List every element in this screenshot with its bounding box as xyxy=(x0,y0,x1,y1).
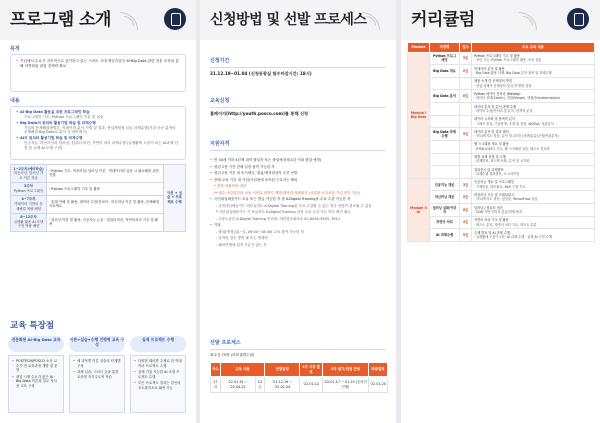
device-icon xyxy=(164,8,186,30)
content-desc: · HTML/CSS의 기초, 웹 스크래핑 실습, 텍스트 전처리 xyxy=(474,146,550,151)
module-cell: Module I Big Data xyxy=(408,52,430,178)
days-cell: 8일 xyxy=(460,90,472,103)
content-subject: 주제 발표 및 AI 과제 수행 xyxy=(474,230,510,235)
device-icon xyxy=(567,8,589,30)
content-subject: 결과전시 및 과제발표 xyxy=(474,167,504,172)
content-item-sub: 기업의 문제해결방법론, 빅데이터 분석 기법 및 결과, 현업체험형 실습 과제수행(기업·공공 분야의 문제해결 Big Data로 분석 및 대안제시) xyxy=(24,125,176,135)
content-desc: · 현업 과제의 문제정의 및 분석 방향 설정 xyxy=(474,83,532,88)
table-row xyxy=(408,229,595,242)
signal-wave-icon xyxy=(124,10,158,30)
content-cell xyxy=(472,90,595,103)
content-desc: · 텍스트 분석, 자연어 처리 기초, 텍스트 분류 xyxy=(474,222,537,227)
course-cell: Big Data 분석 xyxy=(430,90,460,103)
content-subject: 제품 소개 및 문제정의 방법 xyxy=(474,79,512,84)
days-cell xyxy=(460,153,472,166)
qualification-item: • 청년고용 기간 내 숙식제공, 취업/예정대상자 우선 선발 xyxy=(210,171,388,176)
content-subject: 빅데이터 분석 및 활용 xyxy=(474,66,505,71)
divider xyxy=(210,349,386,350)
feature-card-body: • 다양한 테마를 주제로 한 빅데이터 프로젝트 수행 • 실제 기업 가능한 AI 모델 프로젝트 수행 • 모든 프로젝트 결과는 본인의 포트폴리오로 활용 가능 xyxy=(130,355,186,413)
curriculum-table xyxy=(407,42,595,242)
content-desc: · 데이터 수집/전처리 및 분석, 탐색적 분석 xyxy=(474,108,533,113)
selection-label: 선발 프로세스 xyxy=(210,340,241,346)
content-cell xyxy=(472,204,595,217)
program-table xyxy=(10,164,186,232)
table-row xyxy=(408,52,595,65)
content-subject: Python 프로그래밍 기초 및 활용 xyxy=(474,54,520,59)
feature-card-head: 이론+실습+수행 진행형 교육 구성 xyxy=(69,336,125,352)
content-subject: 머신러닝 기초 및 프레임워크 xyxy=(474,192,514,197)
qualification-note: ** 접수 마감일부터 교육 시작일 전까지 재학/재직자 자원불가 (사업장 신고포함 기업 여부 기준) xyxy=(214,190,360,195)
feature-card-head: 실제 프로젝트 수행 xyxy=(130,336,186,352)
table-cell: · Python 프로그래밍 기초 및 활용 xyxy=(47,182,164,195)
days-cell: 4일 xyxy=(460,216,472,229)
content-subject: 데이터 분석 및 분석 과제 수행 xyxy=(474,104,517,109)
period-label: 신청기간 xyxy=(210,58,230,64)
panel-curriculum xyxy=(401,0,600,423)
table-cell: '21.12.19 ~ '22.01.04 xyxy=(265,377,300,393)
content-desc: · 과제발표, 피드백 보완, 분석 및 시각화 xyxy=(474,159,530,164)
table-header: 1차 서류 발표 xyxy=(300,363,323,377)
qualification-item: • 기타 xyxy=(210,223,388,228)
table-row xyxy=(408,140,595,153)
table-header: Module xyxy=(408,43,430,53)
days-cell xyxy=(460,166,472,179)
purpose-label: 목적 xyxy=(10,46,20,52)
module-cell: Module II AI xyxy=(408,178,430,241)
table-row xyxy=(408,204,595,217)
content-cell xyxy=(472,229,595,242)
content-item-sub: 인공지능, 머신러닝과 딥러닝, 컴퓨터 비전, 자연어 처리 과제수행 (실생활에 도움이 되는 AI과제 선정 및 실제 AI 모델 구현) xyxy=(24,141,178,150)
content-box xyxy=(10,106,186,160)
qualification-sub: - 국민내일배움카드 미보유자도 K-Digital Training을 무료 수강할 수 있는 경우 선발이 취소될 수 있음 xyxy=(216,203,372,208)
selection-table xyxy=(210,362,388,393)
content-label: 내용 xyxy=(10,98,20,104)
qualification-label: 지원자격 xyxy=(210,141,230,147)
divider xyxy=(210,150,386,151)
table-cell: 1~2주차(예비학습) 머신러닝, 딥러닝 기초 이론 학습 xyxy=(11,165,47,183)
course-cell xyxy=(430,77,460,90)
days-cell: 5일 xyxy=(460,191,472,204)
feature-card xyxy=(130,336,186,416)
days-cell: 6일 xyxy=(460,204,472,217)
content-item-head: • Big Data의 원리와 활용기법 학습 및 과제수행 xyxy=(16,121,180,126)
days-cell: 9일 xyxy=(460,229,472,242)
content-subject: 데이터 분석 및 결과 해석 xyxy=(474,129,509,134)
panel-application xyxy=(200,0,396,423)
course-cell xyxy=(430,166,460,179)
content-cell xyxy=(472,216,595,229)
table-header: 주요 교육 내용 xyxy=(472,43,595,53)
table-row xyxy=(408,128,595,141)
content-subject: 데이터 시각화 및 탐색적 분석 xyxy=(474,117,516,122)
content-desc: · 지도/비지도 학습, 앙상블, TensorFlow 실습 xyxy=(474,197,538,202)
panel-header xyxy=(0,0,196,40)
program-side-note: 이론 + 실습 + 프로젝트 수행 xyxy=(164,165,186,232)
days-cell: 5일 xyxy=(460,128,472,141)
course-cell xyxy=(430,140,460,153)
content-desc: · 그래프 종류, 기술통계, 추정 및 검정, ANOVA, 상관분석 xyxy=(474,121,554,126)
qualification-item: • 국민내일배움카드 보유 또는 발급 가능한 자 중 K-Digital Training을 무료 수강 가능한 자 xyxy=(210,197,388,202)
table-header: 교육 내용 xyxy=(220,363,265,377)
feature-card-head: 전문화된 AI·Big Data 교육 xyxy=(8,336,64,352)
table-cell: · 딥러닝 이론 및 활용, 인공지능 논문 · 컴퓨터비전, 자연어처리 기초 및 활용 xyxy=(47,213,164,231)
table-cell: '22.01.12 xyxy=(300,377,323,393)
table-cell: 3주차 Python 프로그래밍 xyxy=(11,182,47,195)
table-cell: 17차 xyxy=(211,377,221,393)
content-subject: 딥러닝 / 컴퓨터 비전 xyxy=(474,205,503,210)
qualification-item: • 만 34세 이하 4년제 대학 졸업자 또는 졸업예정자(1년 이내 졸업 예정) xyxy=(210,158,388,163)
content-subject: 자연어 처리 기초 및 활용 xyxy=(474,218,509,223)
content-desc: · 과제수행 결과발표, 보고서작성 xyxy=(474,172,520,177)
table-header-row xyxy=(408,43,595,53)
table-row xyxy=(408,77,595,90)
table-header: 2차 필기/면접 전형 xyxy=(322,363,368,377)
course-cell: 인공지능 개론 xyxy=(430,178,460,191)
content-desc: · 코딩 기초, Python 프로그래밍 활용, 코딩 실습 xyxy=(474,58,542,63)
content-cell xyxy=(472,178,595,191)
course-cell: 머신러닝 개론 xyxy=(430,191,460,204)
content-cell xyxy=(472,140,595,153)
content-cell xyxy=(472,77,595,90)
course-cell: Big Data 개요 xyxy=(430,65,460,78)
table-row xyxy=(408,216,595,229)
table-row xyxy=(408,191,595,204)
table-cell: 12주 xyxy=(255,377,265,393)
table-row xyxy=(408,65,595,78)
site-value: 홈페이지(http://youth.posco.com)를 통해 신청 xyxy=(210,111,309,116)
signal-wave-icon xyxy=(366,10,396,30)
page-title: 커리큘럼 xyxy=(411,10,475,30)
table-row xyxy=(11,213,186,231)
table-cell: '22.01.20 xyxy=(368,377,387,393)
course-cell xyxy=(430,153,460,166)
table-header: 일수 xyxy=(460,43,472,53)
table-row xyxy=(211,377,388,393)
content-subject: Python 데이터 전처리 (Pandas) xyxy=(474,91,521,96)
table-row xyxy=(408,153,595,166)
table-cell: 8~12주차 실생활 활용 AI 모델 구현 역량 배양 xyxy=(11,213,47,231)
qualification-sub: - 남자의 경우 병역 필 또는 면제자 xyxy=(216,236,268,241)
content-subject: 팀별 과제 선정 및 수행 xyxy=(474,155,506,160)
qualification-sub: - 해외여행에 결격 사유가 없는 자 xyxy=(216,242,267,247)
table-row xyxy=(408,103,595,116)
qualification-list xyxy=(210,158,388,249)
purpose-text: • 기업에서 수요가 지속적으로 증가하고 있는 스마트 시대 핵심기술인 AI·Big Data 관련 전문 교육을 통해 차별화된 취업 경쟁력 확보 xyxy=(16,59,180,69)
table-cell: · 통계 이해 및 활용, 데이터 수집/전처리 · 머신러닝 이론 및 활용, 문제해결 프로젝트 xyxy=(47,195,164,213)
content-cell xyxy=(472,115,595,128)
table-cell: '22.01.31 ~ '22.04.22 xyxy=(220,377,255,393)
content-cell xyxy=(472,191,595,204)
qualification-sub: * 국민내일배움카드 기 보유자도 K-Digital Training 과정 무료 수강 가능 여부 확인 필수 xyxy=(216,210,351,215)
content-desc: · 실생활에 도움이 되는 AI 과제 수행 · 실제 AI 구현 수행 xyxy=(474,235,552,240)
table-row xyxy=(408,90,595,103)
content-desc: · 지도/비지도 학습, 분석 알고리즘 (회귀/분류/군집/연관분석) xyxy=(474,134,559,139)
table-cell: '22.01.17 ~ 01.19 (온라인 진행) xyxy=(322,377,368,393)
content-desc: · 데이터 선택(Select), 결합(Merge), 변환(Transformation) xyxy=(474,96,560,101)
feature-card-body: • POSTECH/POSCO 소속 교수가 전 교육과정 개발 및 운영 • 취업 시장 수요가 많은 AI · Big Data 이론과 실무 지식을 교육 구성 xyxy=(8,355,64,413)
course-cell: Big Data 과제수행 xyxy=(430,128,460,141)
content-subject: 웹 스크래핑 개요 및 활용 xyxy=(474,142,509,147)
features-title: 교육 특장점 xyxy=(10,321,55,331)
site-label: 교육신청 xyxy=(210,98,230,104)
period-value: 21.12.19~01.04 (신청동광실 합수마감시간: 18시) xyxy=(210,71,312,76)
page-title: 프로그램 소개 xyxy=(10,10,111,30)
table-header: 차수 xyxy=(211,363,221,377)
content-desc: · CNN 기반 이미지 분류/객체 탐지 xyxy=(474,209,523,214)
panel-header xyxy=(200,0,396,40)
days-cell xyxy=(460,115,472,128)
panel-header xyxy=(401,0,600,40)
content-cell xyxy=(472,128,595,141)
course-cell: Python 프로그래밍 xyxy=(430,52,460,65)
feature-card-body: • 매 과목별 이론 실습의 단계별 구성 • 과제 실습, 스터디 등을 통한 교육생 자기주도적 학습 xyxy=(69,355,125,413)
content-cell xyxy=(472,153,595,166)
table-header: 과정명 xyxy=(430,43,460,53)
divider xyxy=(210,67,386,68)
course-cell: AI 과제수행 xyxy=(430,229,460,242)
signal-wave-icon xyxy=(523,10,557,30)
purpose-box xyxy=(10,54,186,92)
qualification-sub: - 고용노동부 K-Digital Training 문의처: 대한상공회의소 02-6050-3593, 3911 xyxy=(216,216,341,221)
content-cell xyxy=(472,166,595,179)
content-item-sub: 프로그래밍 기초, Python 프로그래밍 이론 및 실습 xyxy=(24,114,104,119)
content-cell xyxy=(472,65,595,78)
table-cell: 4~7주차 빅데이터 기반의 문제해결 역량 배양 xyxy=(11,195,47,213)
content-desc: · Big Data 활용 사례, Big Data 분석 절차 및 과제수행 xyxy=(474,71,552,76)
qualification-note: * 현역 미필자의 대상 xyxy=(214,184,247,189)
panel-program-intro xyxy=(0,0,196,423)
content-cell xyxy=(472,52,595,65)
content-item-head: • AI의 원리와 활용기법 학습 및 과제수행 xyxy=(16,136,180,141)
days-cell xyxy=(460,77,472,90)
days-cell: 3일 xyxy=(460,178,472,191)
content-desc: · 기계학습, 텐서플로, MLP 구현 기초 xyxy=(474,184,526,189)
table-cell: · Python 기초, 머신러닝/ 딥러닝 이론 · 빅데이터의 입문 시 필요해를 위한 진행 xyxy=(47,165,164,183)
days-cell xyxy=(460,103,472,116)
table-header-row xyxy=(211,363,388,377)
qualification-item: • 청년고용 기간 전체 일정 참여 가능한 자 xyxy=(210,165,388,170)
table-row xyxy=(11,195,186,213)
selection-note: 최수강 75명 (미표권발도함) xyxy=(210,353,255,357)
days-cell: 5일 xyxy=(460,52,472,65)
days-cell xyxy=(460,140,472,153)
table-row xyxy=(11,182,186,195)
table-row xyxy=(408,115,595,128)
table-header: 최종발표 xyxy=(368,363,387,377)
days-cell: 2일 xyxy=(460,65,472,78)
content-cell xyxy=(472,103,595,116)
qualification-sub: - 졸업(예정)일(~일, 09:00~18:00) 교육 참여 가능한 자 xyxy=(216,229,304,234)
content-item-head: • AI·Big Data 활용을 위한 프로그래밍 학습 xyxy=(16,110,180,115)
course-cell: 딥러닝 심화/이미지 xyxy=(430,204,460,217)
page-title: 신청방법 및 선발 프로세스 xyxy=(210,12,367,28)
feature-card xyxy=(69,336,125,416)
course-cell xyxy=(430,103,460,116)
table-row xyxy=(11,165,186,183)
table-row xyxy=(408,178,595,191)
table-header: 선발일정 xyxy=(265,363,300,377)
feature-card xyxy=(8,336,64,416)
divider xyxy=(210,107,386,108)
content-subject: 인공지능 개요 및 프로그래밍 xyxy=(474,180,514,185)
course-cell xyxy=(430,115,460,128)
course-cell: 자연어 처리 xyxy=(430,216,460,229)
qualification-item: • 전체 교육 기간 내 사업/사업장에 소속된 근로자는 제외 xyxy=(210,178,388,183)
table-row xyxy=(408,166,595,179)
